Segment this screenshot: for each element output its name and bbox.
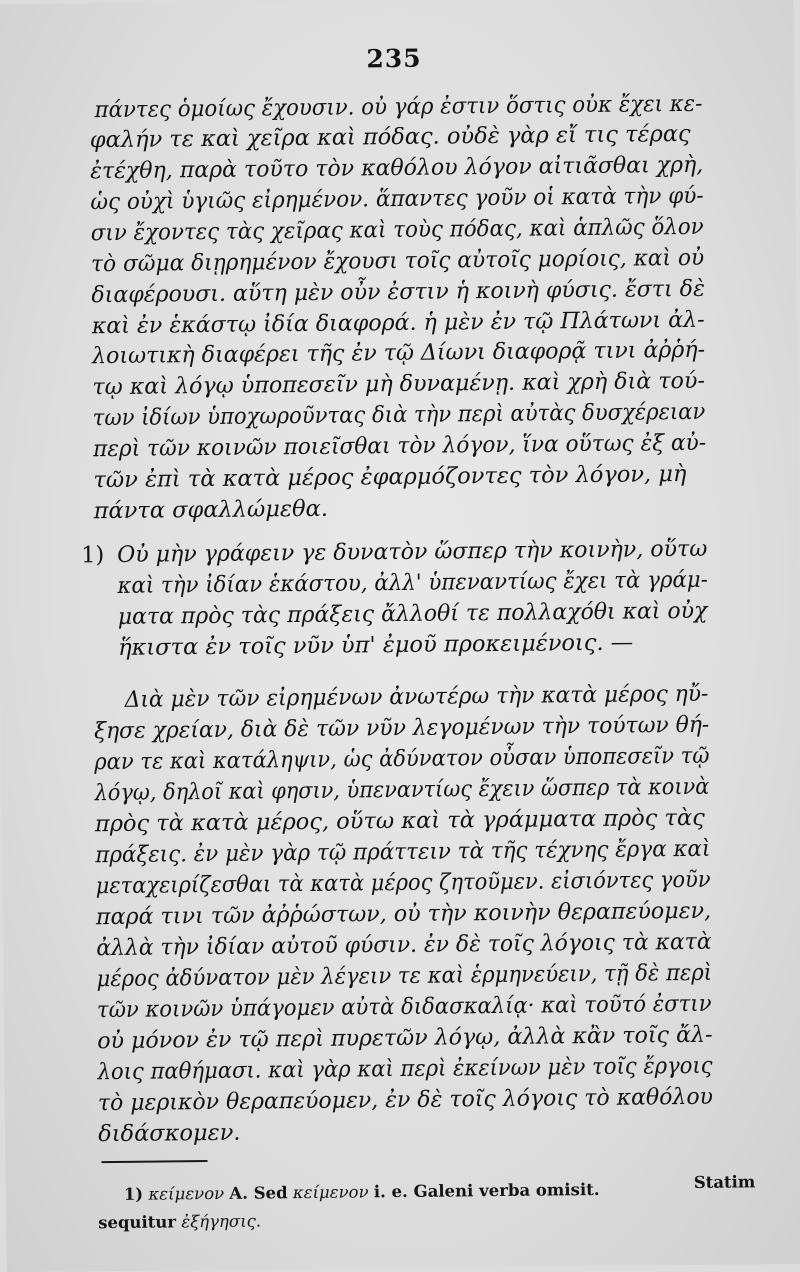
footnote-latin: Statim bbox=[693, 1172, 756, 1192]
footnote-marker: 1) bbox=[123, 1184, 144, 1204]
footnote-greek-word: ἐξήγησις. bbox=[181, 1211, 262, 1232]
lemma-line: καὶ τὴν ἰδίαν ἑκάστου, ἀλλ' ὑπεναντίως ἔχει τὰ γράμ- bbox=[117, 566, 708, 599]
lemma-line: ματα πρὸς τὰς πράξεις ἄλλοθί τε πολλαχόθι καὶ οὐχ bbox=[117, 597, 708, 630]
footnote-latin: sequitur bbox=[98, 1212, 177, 1233]
text-line: περὶ τῶν κοινῶν ποιεῖσθαι τὸν λόγον, ἵνα οὕτως ἐξ αὐ- bbox=[92, 429, 707, 463]
text-line: ἐτέχθη, παρὰ τοῦτο τὸν καθόλου λόγον αἰτιᾶσθαι χρὴ, bbox=[90, 151, 704, 185]
footnote-latin: i. e. Galeni verba omisit. bbox=[373, 1179, 600, 1202]
text-line: των ἰδίων ὑποχωροῦντας διὰ τὴν περὶ αὐτὰς δυσχέρειαν bbox=[92, 398, 706, 432]
footnote-line-1 bbox=[124, 1178, 600, 1207]
text-line: ραν τε καὶ κατάληψιν, ὡς ἀδύνατον οὖσαν ὑποπεσεῖν τῷ bbox=[94, 742, 710, 776]
text-line: διδάσκομεν. bbox=[98, 1119, 241, 1148]
text-line: καὶ ἐν ἑκάστῳ ἰδία διαφορά. ἡ μὲν ἐν τῷ Πλάτωνι ἀλ- bbox=[91, 306, 705, 340]
lemma-block bbox=[0, 533, 799, 661]
text-line: τὸ σῶμα διῃρημένον ἔχουσι τοῖς αὐτοῖς μορίοις, καὶ οὐ bbox=[90, 244, 705, 278]
text-line: λοιωτικὴ διαφέρει τῆς ἐν τῷ Δίωνι διαφορᾷ τινι ἀῤῥή- bbox=[91, 336, 706, 370]
text-line: μέρος ἀδύνατον μὲν λέγειν τε καὶ ἑρμηνεύειν, τῇ δὲ περὶ bbox=[96, 959, 713, 993]
text-line: τῳ καὶ λόγῳ ὑποπεσεῖν μὴ δυναμένῃ. καὶ χρὴ διὰ τού- bbox=[92, 367, 706, 401]
text-line: λοις παθήμασι. καὶ γὰρ καὶ περὶ ἐκείνων μὲν τοῖς ἔργοις bbox=[97, 1052, 713, 1086]
footnote-rule bbox=[102, 1160, 208, 1163]
footnote-greek-word: κείμενον bbox=[148, 1183, 225, 1204]
text-line: τὸ μερικὸν θεραπεύομεν, ἐν δὲ τοῖς λόγοις τὸ καθόλου bbox=[97, 1083, 714, 1117]
text-line: τῶν ἐπὶ τὰ κατὰ μέρος ἐφαρμόζοντες τὸν λόγον, μὴ bbox=[93, 460, 687, 494]
footnote-ref-marker: 1) bbox=[81, 542, 105, 569]
text-line: διαφέρουσι. αὕτη μὲν οὖν ἐστιν ἡ κοινὴ φύσις. ἔστι δὲ bbox=[91, 275, 705, 309]
text-line: παρά τινι τῶν ἀῤῥώστων, οὐ τὴν κοινὴν θεραπεύομεν, bbox=[95, 897, 712, 931]
footnote-line-2 bbox=[98, 1209, 261, 1235]
text-line: οὐ μόνον ἐν τῷ περὶ πυρετῶν λόγῳ, ἀλλὰ κἂν τοῖς ἄλ- bbox=[97, 1021, 713, 1055]
text-line: ξησε χρείαν, διὰ δὲ τῶν νῦν λεγομένων τὴν τούτων θή- bbox=[93, 711, 710, 745]
paragraph-2 bbox=[1, 678, 800, 1148]
text-line: Διὰ μὲν τῶν εἰρημένων ἀνωτέρω τὴν κατὰ μέρος ηὔ- bbox=[124, 680, 709, 713]
footnote-statim bbox=[694, 1170, 756, 1195]
text-line: σιν ἔχοντες τὰς χεῖρας καὶ τοὺς πόδας, καὶ ἁπλῶς ὅλον bbox=[90, 213, 704, 247]
text-line: τῶν κοινῶν ὑπάγομεν αὐτὰ διδασκαλίᾳ· καὶ τοῦτό ἐστιν bbox=[96, 990, 712, 1024]
page-number: 235 bbox=[366, 43, 422, 74]
text-line: πράξεις. ἐν μὲν γὰρ τῷ πράττειν τὰ τῆς τέχνης ἔργα καὶ bbox=[95, 835, 711, 869]
text-line: πρὸς τὰ κατὰ μέρος, οὕτω καὶ τὰ γράμματα πρὸς τὰς bbox=[94, 804, 705, 838]
text-line: φαλήν τε καὶ χεῖρα καὶ πόδας. οὐδὲ γὰρ εἴ τις τέρας bbox=[89, 120, 691, 154]
footnote-greek-word: κείμενον bbox=[292, 1182, 369, 1203]
text-line: ὡς οὐχὶ ὑγιῶς εἰρημένον. ἅπαντες γοῦν οἱ κατὰ τὴν φύ- bbox=[90, 182, 704, 216]
lemma-line: Οὐ μὴν γράφειν γε δυνατὸν ὥσπερ τὴν κοινὴν, οὕτω bbox=[117, 535, 708, 568]
text-line: πάντα σφαλλώμεθα. bbox=[93, 495, 329, 525]
text-line: πάντες ὁμοίως ἔχουσιν. οὐ γάρ ἐστιν ὅστις οὐκ ἔχει κε- bbox=[94, 90, 703, 124]
footnote-latin: A. Sed bbox=[229, 1183, 288, 1203]
text-line: μεταχειρίζεσθαι τὰ κατὰ μέρος ζητοῦμεν. εἰσιόντες γοῦν bbox=[95, 866, 711, 900]
text-line: ἀλλὰ τὴν ἰδίαν αὐτοῦ φύσιν. ἐν δὲ τοῖς λόγοις τὰ κατὰ bbox=[96, 928, 712, 962]
lemma-line: ἥκιστα ἐν τοῖς νῦν ὑπ' ἐμοῦ προκειμένοις. — bbox=[117, 629, 634, 661]
text-line: λόγῳ, δηλοῖ καὶ φησιν, ὑπεναντίως ἔχειν ὥσπερ τὰ κοινὰ bbox=[94, 773, 710, 807]
paragraph-1 bbox=[0, 88, 794, 525]
